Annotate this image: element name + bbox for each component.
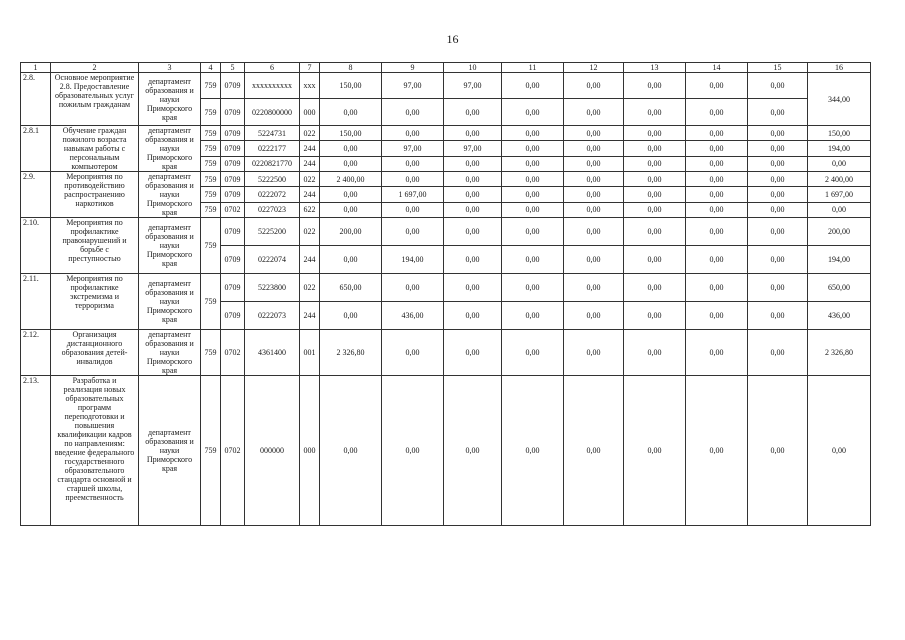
amount-cell: 0,00 <box>624 141 686 156</box>
amount-cell: 0,00 <box>444 156 502 171</box>
code-section: 0709 <box>221 274 245 302</box>
amount-cell: 0,00 <box>564 246 624 274</box>
code-expense-type: 244 <box>300 141 320 156</box>
code-ministry: 759 <box>201 274 221 330</box>
item-number: 2.8.1 <box>21 126 51 172</box>
amount-cell: 0,00 <box>686 330 748 376</box>
amount-cell: 0,00 <box>686 141 748 156</box>
code-expense-type: 001 <box>300 330 320 376</box>
amount-cell: 0,00 <box>502 156 564 171</box>
amount-cell: 0,00 <box>748 246 808 274</box>
amount-cell: 150,00 <box>320 126 382 141</box>
amount-cell: 0,00 <box>564 187 624 202</box>
amount-cell: 0,00 <box>624 73 686 99</box>
amount-cell: 0,00 <box>564 274 624 302</box>
department: департамент образования и науки Приморского края <box>139 274 201 330</box>
amount-cell: 0,00 <box>502 218 564 246</box>
total-cell: 1 697,00 <box>808 187 871 202</box>
code-expense-type: 022 <box>300 172 320 187</box>
code-expense-type: 622 <box>300 202 320 217</box>
amount-cell: 0,00 <box>320 156 382 171</box>
column-header: 12 <box>564 63 624 73</box>
amount-cell: 0,00 <box>564 172 624 187</box>
amount-cell: 0,00 <box>748 156 808 171</box>
amount-cell: 0,00 <box>320 246 382 274</box>
amount-cell: 0,00 <box>444 99 502 126</box>
total-cell: 344,00 <box>808 73 871 126</box>
code-target: 5225200 <box>245 218 300 246</box>
code-target: xxxxxxxxxx <box>245 73 300 99</box>
code-section: 0709 <box>221 141 245 156</box>
table-row <box>21 126 871 141</box>
amount-cell: 0,00 <box>624 172 686 187</box>
department: департамент образования и науки Приморского края <box>139 376 201 526</box>
amount-cell: 0,00 <box>564 330 624 376</box>
code-target: 0222177 <box>245 141 300 156</box>
amount-cell: 0,00 <box>382 330 444 376</box>
code-section: 0709 <box>221 218 245 246</box>
table-row <box>21 376 871 526</box>
code-ministry: 759 <box>201 156 221 171</box>
amount-cell: 0,00 <box>686 202 748 217</box>
code-expense-type: xxx <box>300 73 320 99</box>
code-ministry: 759 <box>201 202 221 217</box>
column-header: 8 <box>320 63 382 73</box>
amount-cell: 0,00 <box>502 172 564 187</box>
amount-cell: 0,00 <box>624 376 686 526</box>
item-number: 2.10. <box>21 218 51 274</box>
code-expense-type: 244 <box>300 156 320 171</box>
amount-cell: 1 697,00 <box>382 187 444 202</box>
code-ministry: 759 <box>201 187 221 202</box>
column-header: 14 <box>686 63 748 73</box>
column-header: 13 <box>624 63 686 73</box>
column-header: 15 <box>748 63 808 73</box>
code-target: 000000 <box>245 376 300 526</box>
code-section: 0702 <box>221 330 245 376</box>
code-expense-type: 000 <box>300 376 320 526</box>
amount-cell: 0,00 <box>502 330 564 376</box>
amount-cell: 0,00 <box>624 302 686 330</box>
amount-cell: 0,00 <box>564 376 624 526</box>
code-section: 0709 <box>221 187 245 202</box>
amount-cell: 0,00 <box>748 99 808 126</box>
total-cell: 2 400,00 <box>808 172 871 187</box>
total-cell: 194,00 <box>808 141 871 156</box>
code-expense-type: 022 <box>300 274 320 302</box>
code-target: 0222072 <box>245 187 300 202</box>
column-header: 10 <box>444 63 502 73</box>
code-expense-type: 022 <box>300 218 320 246</box>
code-ministry: 759 <box>201 73 221 99</box>
amount-cell: 0,00 <box>686 218 748 246</box>
column-header: 9 <box>382 63 444 73</box>
total-cell: 194,00 <box>808 246 871 274</box>
code-ministry: 759 <box>201 172 221 187</box>
amount-cell: 0,00 <box>686 126 748 141</box>
total-cell: 650,00 <box>808 274 871 302</box>
amount-cell: 0,00 <box>624 246 686 274</box>
code-ministry: 759 <box>201 330 221 376</box>
amount-cell: 0,00 <box>748 187 808 202</box>
department: департамент образования и науки Приморского края <box>139 126 201 172</box>
table-row <box>21 274 871 302</box>
code-target: 0227023 <box>245 202 300 217</box>
amount-cell: 0,00 <box>748 202 808 217</box>
code-section: 0709 <box>221 246 245 274</box>
amount-cell: 0,00 <box>564 156 624 171</box>
amount-cell: 0,00 <box>686 302 748 330</box>
code-target: 4361400 <box>245 330 300 376</box>
amount-cell: 0,00 <box>686 172 748 187</box>
amount-cell: 2 400,00 <box>320 172 382 187</box>
amount-cell: 0,00 <box>502 187 564 202</box>
amount-cell: 0,00 <box>748 330 808 376</box>
code-ministry: 759 <box>201 218 221 274</box>
column-header: 4 <box>201 63 221 73</box>
amount-cell: 0,00 <box>564 218 624 246</box>
total-cell: 0,00 <box>808 202 871 217</box>
item-name: Разработка и реализация новых образовательных программ переподготовки и повышения квалификации кадров по направлениям: введение федерального государственного образовательного стандарта основной и старшей школы, преемственность <box>51 376 139 526</box>
amount-cell: 0,00 <box>444 330 502 376</box>
table-row <box>21 73 871 99</box>
amount-cell: 0,00 <box>502 376 564 526</box>
amount-cell: 0,00 <box>444 302 502 330</box>
total-cell: 0,00 <box>808 156 871 171</box>
amount-cell: 0,00 <box>320 202 382 217</box>
amount-cell: 0,00 <box>624 187 686 202</box>
amount-cell: 0,00 <box>320 141 382 156</box>
column-header: 2 <box>51 63 139 73</box>
column-header: 16 <box>808 63 871 73</box>
code-section: 0709 <box>221 156 245 171</box>
amount-cell: 0,00 <box>382 172 444 187</box>
amount-cell: 0,00 <box>444 126 502 141</box>
column-header: 5 <box>221 63 245 73</box>
amount-cell: 0,00 <box>624 202 686 217</box>
department: департамент образования и науки Приморского края <box>139 330 201 376</box>
amount-cell: 0,00 <box>686 274 748 302</box>
amount-cell: 0,00 <box>686 73 748 99</box>
amount-cell: 0,00 <box>382 202 444 217</box>
column-header: 1 <box>21 63 51 73</box>
item-name: Мероприятия по профилактике правонарушений и борьбе с преступностью <box>51 218 139 274</box>
header-row <box>21 63 871 73</box>
item-number: 2.9. <box>21 172 51 218</box>
total-cell: 0,00 <box>808 376 871 526</box>
code-section: 0709 <box>221 172 245 187</box>
code-section: 0709 <box>221 302 245 330</box>
total-cell: 436,00 <box>808 302 871 330</box>
amount-cell: 0,00 <box>320 376 382 526</box>
amount-cell: 0,00 <box>444 246 502 274</box>
amount-cell: 97,00 <box>382 141 444 156</box>
amount-cell: 0,00 <box>686 246 748 274</box>
amount-cell: 0,00 <box>564 302 624 330</box>
amount-cell: 0,00 <box>624 330 686 376</box>
amount-cell: 0,00 <box>748 172 808 187</box>
amount-cell: 0,00 <box>382 274 444 302</box>
department: департамент образования и науки Приморского края <box>139 172 201 218</box>
amount-cell: 0,00 <box>748 218 808 246</box>
code-section: 0709 <box>221 99 245 126</box>
amount-cell: 0,00 <box>564 202 624 217</box>
item-name: Организация дистанционного образования детей-инвалидов <box>51 330 139 376</box>
amount-cell: 0,00 <box>382 156 444 171</box>
amount-cell: 0,00 <box>444 187 502 202</box>
amount-cell: 0,00 <box>564 99 624 126</box>
amount-cell: 0,00 <box>444 202 502 217</box>
code-ministry: 759 <box>201 376 221 526</box>
amount-cell: 0,00 <box>502 302 564 330</box>
item-number: 2.11. <box>21 274 51 330</box>
amount-cell: 0,00 <box>748 141 808 156</box>
code-target: 5223800 <box>245 274 300 302</box>
code-target: 0220800000 <box>245 99 300 126</box>
amount-cell: 0,00 <box>748 73 808 99</box>
item-number: 2.12. <box>21 330 51 376</box>
table-row <box>21 330 871 376</box>
item-name: Обучение граждан пожилого возраста навыкам работы с персональным компьютером <box>51 126 139 172</box>
amount-cell: 0,00 <box>686 187 748 202</box>
column-header: 11 <box>502 63 564 73</box>
code-expense-type: 244 <box>300 187 320 202</box>
amount-cell: 436,00 <box>382 302 444 330</box>
amount-cell: 0,00 <box>502 99 564 126</box>
code-target: 0222074 <box>245 246 300 274</box>
amount-cell: 0,00 <box>564 141 624 156</box>
amount-cell: 0,00 <box>686 156 748 171</box>
amount-cell: 0,00 <box>502 246 564 274</box>
amount-cell: 0,00 <box>624 99 686 126</box>
amount-cell: 0,00 <box>382 126 444 141</box>
amount-cell: 200,00 <box>320 218 382 246</box>
amount-cell: 0,00 <box>444 274 502 302</box>
amount-cell: 0,00 <box>320 187 382 202</box>
code-target: 0220821770 <box>245 156 300 171</box>
code-target: 0222073 <box>245 302 300 330</box>
total-cell: 150,00 <box>808 126 871 141</box>
amount-cell: 0,00 <box>382 376 444 526</box>
amount-cell: 0,00 <box>382 99 444 126</box>
amount-cell: 0,00 <box>748 274 808 302</box>
amount-cell: 150,00 <box>320 73 382 99</box>
total-cell: 2 326,80 <box>808 330 871 376</box>
code-expense-type: 244 <box>300 246 320 274</box>
code-section: 0702 <box>221 376 245 526</box>
item-name: Мероприятия по противодействию распространению наркотиков <box>51 172 139 218</box>
amount-cell: 0,00 <box>686 99 748 126</box>
department: департамент образования и науки Приморского края <box>139 218 201 274</box>
code-section: 0709 <box>221 73 245 99</box>
amount-cell: 0,00 <box>748 126 808 141</box>
amount-cell: 0,00 <box>686 376 748 526</box>
item-name: Мероприятия по профилактике экстремизма и терроризма <box>51 274 139 330</box>
item-number: 2.13. <box>21 376 51 526</box>
code-expense-type: 000 <box>300 99 320 126</box>
budget-table <box>20 62 871 526</box>
code-ministry: 759 <box>201 126 221 141</box>
amount-cell: 0,00 <box>502 202 564 217</box>
code-target: 5224731 <box>245 126 300 141</box>
amount-cell: 0,00 <box>624 218 686 246</box>
total-cell: 200,00 <box>808 218 871 246</box>
code-section: 0709 <box>221 126 245 141</box>
code-target: 5222500 <box>245 172 300 187</box>
amount-cell: 0,00 <box>502 126 564 141</box>
code-expense-type: 022 <box>300 126 320 141</box>
amount-cell: 0,00 <box>748 376 808 526</box>
amount-cell: 0,00 <box>564 126 624 141</box>
amount-cell: 0,00 <box>382 218 444 246</box>
amount-cell: 0,00 <box>444 172 502 187</box>
amount-cell: 0,00 <box>320 99 382 126</box>
amount-cell: 0,00 <box>624 156 686 171</box>
amount-cell: 194,00 <box>382 246 444 274</box>
amount-cell: 0,00 <box>624 126 686 141</box>
department: департамент образования и науки Приморского края <box>139 73 201 126</box>
item-name: Основное мероприятие 2.8. Предоставление образовательных услуг пожилым гражданам <box>51 73 139 126</box>
column-header: 3 <box>139 63 201 73</box>
amount-cell: 0,00 <box>624 274 686 302</box>
amount-cell: 0,00 <box>502 274 564 302</box>
amount-cell: 0,00 <box>444 376 502 526</box>
amount-cell: 97,00 <box>444 141 502 156</box>
amount-cell: 0,00 <box>502 73 564 99</box>
amount-cell: 97,00 <box>444 73 502 99</box>
amount-cell: 0,00 <box>444 218 502 246</box>
code-ministry: 759 <box>201 99 221 126</box>
page-number: 16 <box>446 32 459 46</box>
item-number: 2.8. <box>21 73 51 126</box>
amount-cell: 97,00 <box>382 73 444 99</box>
amount-cell: 0,00 <box>564 73 624 99</box>
column-header: 6 <box>245 63 300 73</box>
code-expense-type: 244 <box>300 302 320 330</box>
table-row <box>21 218 871 246</box>
amount-cell: 0,00 <box>748 302 808 330</box>
table-row <box>21 172 871 187</box>
code-ministry: 759 <box>201 141 221 156</box>
code-section: 0702 <box>221 202 245 217</box>
amount-cell: 0,00 <box>502 141 564 156</box>
column-header: 7 <box>300 63 320 73</box>
amount-cell: 0,00 <box>320 302 382 330</box>
amount-cell: 2 326,80 <box>320 330 382 376</box>
amount-cell: 650,00 <box>320 274 382 302</box>
